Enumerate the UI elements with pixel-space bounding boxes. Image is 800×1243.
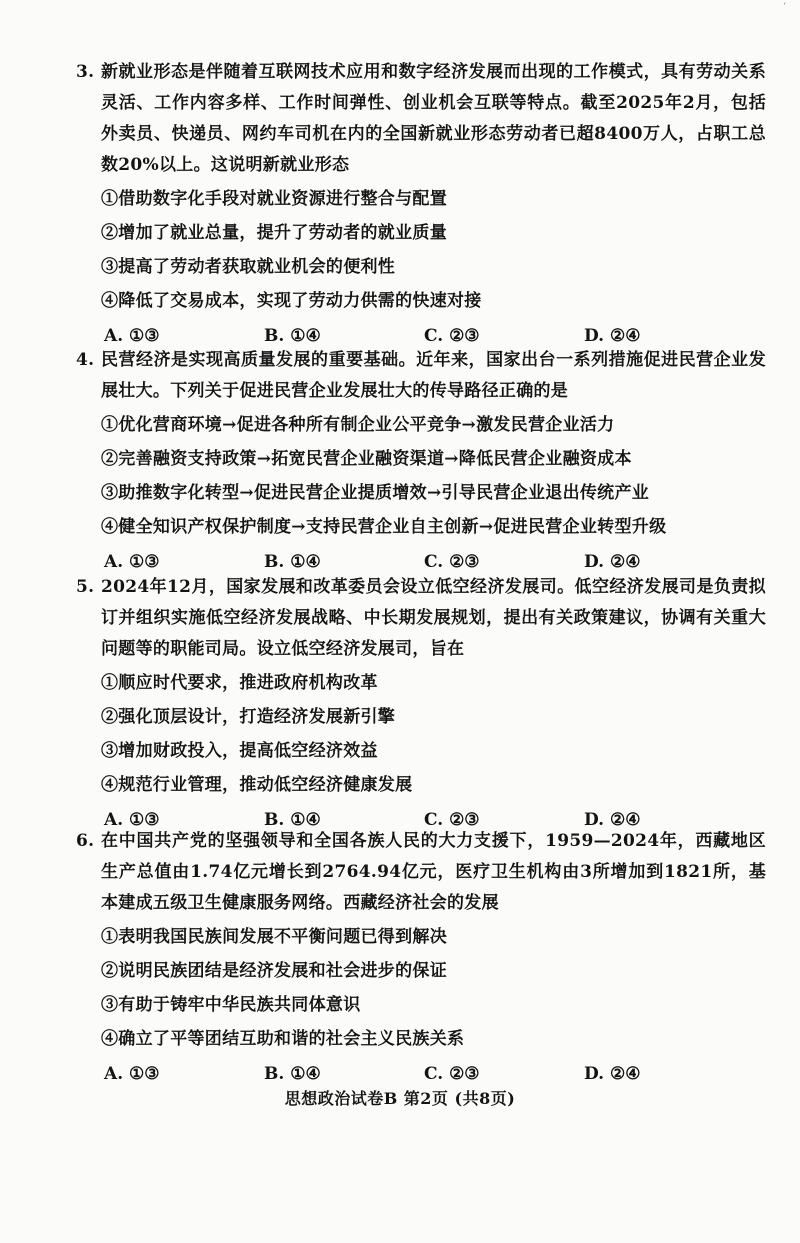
statement-1: ①顺应时代要求，推进政府机构改革: [101, 673, 378, 693]
statement-2: ②增加了就业总量，提升了劳动者的就业质量: [101, 223, 447, 243]
statement-3: ③增加财政投入，提高低空经济效益: [101, 741, 378, 761]
question-4: [76, 345, 766, 578]
choice-c: C. ②③: [424, 552, 480, 572]
question-number: 3.: [76, 62, 95, 82]
question-stem: [76, 572, 766, 665]
statement-2: ②完善融资支持政策→拓宽民营企业融资渠道→降低民营企业融资成本: [101, 449, 632, 469]
choice-b: B. ①④: [264, 810, 321, 830]
statement-1: ①借助数字化手段对就业资源进行整合与配置: [101, 189, 447, 209]
question-stem: [76, 826, 766, 919]
question-5: [76, 572, 766, 836]
question-stem: [76, 57, 766, 181]
choice-a: A. ①③: [104, 552, 160, 572]
question-number: 4.: [76, 350, 95, 370]
choice-b: B. ①④: [264, 1064, 321, 1084]
choice-d: D. ②④: [584, 1064, 641, 1084]
corner-mark: ʻ: [783, 2, 786, 12]
question-text: 2024年12月，国家发展和改革委员会设立低空经济发展司。低空经济发展司是负责拟订并组织实施低空经济发展战略、中长期发展规划，提出有关政策建议，协调有关重大问题等的职能司局。设立低空经济发展司，旨在: [101, 577, 766, 659]
statement-4: ④健全知识产权保护制度→支持民营企业自主创新→促进民营企业转型升级: [101, 517, 667, 537]
statement-3: ③提高了劳动者获取就业机会的便利性: [101, 257, 396, 277]
choice-d: D. ②④: [584, 326, 641, 346]
choice-c: C. ②③: [424, 1064, 480, 1084]
question-stem: [76, 345, 766, 407]
choice-d: D. ②④: [584, 810, 641, 830]
page-footer: 思想政治试卷B 第2页 (共8页): [284, 1089, 516, 1108]
question-text: 新就业形态是伴随着互联网技术应用和数字经济发展而出现的工作模式，具有劳动关系灵活、工作内容多样、工作时间弹性、创业机会互联等特点。截至2025年2月，包括外卖员、快递员、网约车司机在内的全国新就业形态劳动者已超8400万人，占职工总数20%以上。这说明新就业形态: [101, 62, 766, 175]
question-text: 民营经济是实现高质量发展的重要基础。近年来，国家出台一系列措施促进民营企业发展壮大。下列关于促进民营企业发展壮大的传导路径正确的是: [101, 350, 766, 401]
choice-b: B. ①④: [264, 326, 321, 346]
question-3: [76, 57, 766, 352]
question-text: 在中国共产党的坚强领导和全国各族人民的大力支援下，1959—2024年，西藏地区生产总值由1.74亿元增长到2764.94亿元，医疗卫生机构由3所增加到1821所，基本建成五级卫生健康服务网络。西藏经济社会的发展: [101, 831, 766, 913]
choice-d: D. ②④: [584, 552, 641, 572]
choice-a: A. ①③: [104, 1064, 160, 1084]
choice-b: B. ①④: [264, 552, 321, 572]
choice-a: A. ①③: [104, 810, 160, 830]
choice-a: A. ①③: [104, 326, 160, 346]
statement-3: ③助推数字化转型→促进民营企业提质增效→引导民营企业退出传统产业: [101, 483, 650, 503]
question-number: 6.: [76, 831, 95, 851]
statement-3: ③有助于铸牢中华民族共同体意识: [101, 995, 361, 1015]
statement-2: ②说明民族团结是经济发展和社会进步的保证: [101, 961, 447, 981]
choice-c: C. ②③: [424, 810, 480, 830]
choice-c: C. ②③: [424, 326, 480, 346]
statement-4: ④降低了交易成本，实现了劳动力供需的快速对接: [101, 291, 482, 311]
statement-4: ④规范行业管理，推动低空经济健康发展: [101, 775, 413, 795]
statement-2: ②强化顶层设计，打造经济发展新引擎: [101, 707, 396, 727]
statement-1: ①表明我国民族间发展不平衡问题已得到解决: [101, 927, 447, 947]
question-6: [76, 826, 766, 1090]
question-number: 5.: [76, 577, 95, 597]
statement-4: ④确立了平等团结互助和谐的社会主义民族关系: [101, 1029, 465, 1049]
statement-1: ①优化营商环境→促进各种所有制企业公平竞争→激发民营企业活力: [101, 415, 615, 435]
